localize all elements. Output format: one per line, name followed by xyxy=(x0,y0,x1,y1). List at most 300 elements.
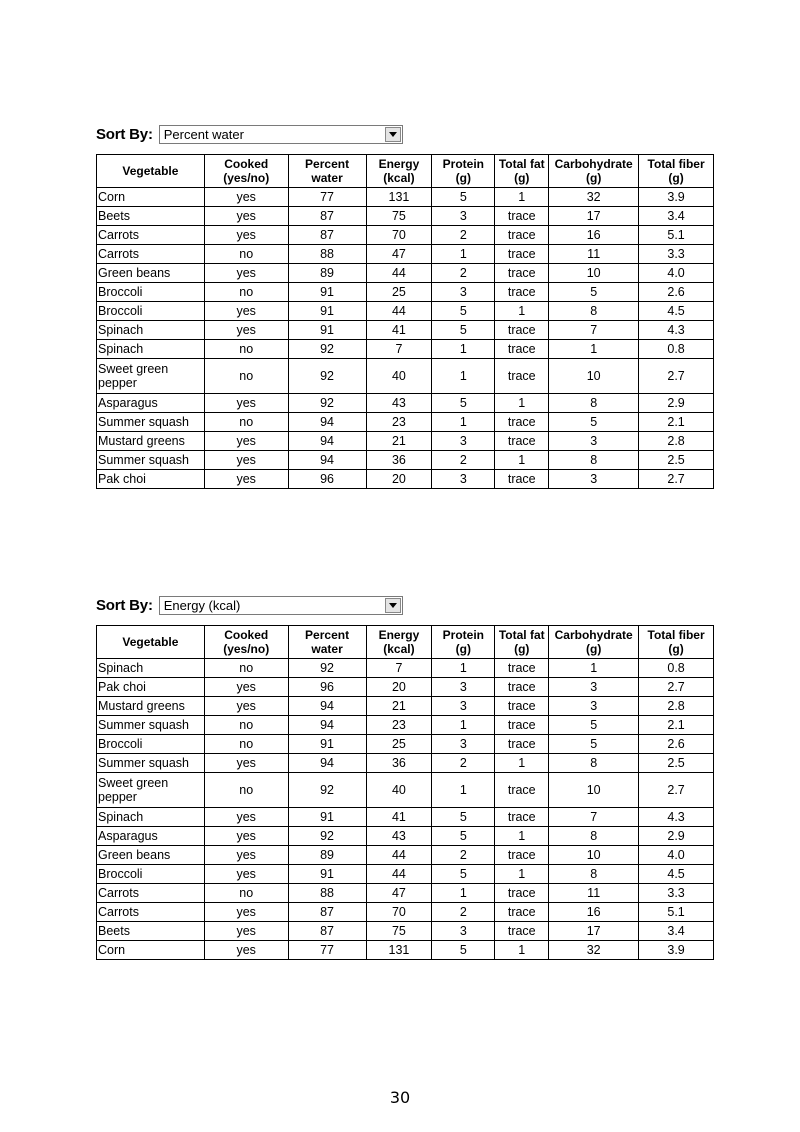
table-row xyxy=(97,827,714,846)
table-cell: Broccoli xyxy=(97,302,205,321)
table-row xyxy=(97,865,714,884)
page-number: 30 xyxy=(389,1088,411,1107)
table-cell: Sweet green pepper xyxy=(97,359,205,394)
table-row xyxy=(97,207,714,226)
table-cell: yes xyxy=(204,922,288,941)
table-cell: 4.5 xyxy=(639,865,714,884)
table-cell: yes xyxy=(204,808,288,827)
table-cell: 25 xyxy=(366,283,432,302)
table-cell: 41 xyxy=(366,808,432,827)
table-cell: trace xyxy=(495,321,549,340)
table-cell: 2.6 xyxy=(639,283,714,302)
table-cell: yes xyxy=(204,451,288,470)
table-cell: 2.8 xyxy=(639,697,714,716)
table-cell: yes xyxy=(204,827,288,846)
table-cell: 92 xyxy=(288,659,366,678)
table-cell: 2 xyxy=(432,264,495,283)
table-cell: trace xyxy=(495,432,549,451)
table-cell: 91 xyxy=(288,735,366,754)
table-cell: trace xyxy=(495,922,549,941)
vegetable-table xyxy=(96,154,714,489)
table-cell: trace xyxy=(495,716,549,735)
table-cell: 7 xyxy=(366,659,432,678)
table-cell: trace xyxy=(495,264,549,283)
table-cell: 3.4 xyxy=(639,207,714,226)
table-cell: 1 xyxy=(495,754,549,773)
table-cell: Broccoli xyxy=(97,283,205,302)
table-row xyxy=(97,451,714,470)
table-cell: Spinach xyxy=(97,321,205,340)
table-cell: yes xyxy=(204,432,288,451)
table-cell: 92 xyxy=(288,394,366,413)
table-cell: Pak choi xyxy=(97,678,205,697)
table-cell: yes xyxy=(204,226,288,245)
col-header-fiber: Total fiber (g) xyxy=(639,626,714,659)
table-cell: 20 xyxy=(366,470,432,489)
table-cell: no xyxy=(204,716,288,735)
sort-bar xyxy=(96,122,714,146)
table-cell: no xyxy=(204,884,288,903)
col-header-fat: Total fat (g) xyxy=(495,626,549,659)
table-cell: Sweet green pepper xyxy=(97,773,205,808)
table-cell: 3.3 xyxy=(639,245,714,264)
table-cell: Asparagus xyxy=(97,827,205,846)
table-cell: 94 xyxy=(288,697,366,716)
table-cell: 1 xyxy=(432,773,495,808)
table-row xyxy=(97,470,714,489)
table-cell: Asparagus xyxy=(97,394,205,413)
col-header-energy: Energy (kcal) xyxy=(366,626,432,659)
table-cell: trace xyxy=(495,846,549,865)
table-cell: Summer squash xyxy=(97,413,205,432)
table-cell: yes xyxy=(204,207,288,226)
table-cell: trace xyxy=(495,903,549,922)
table-cell: 4.5 xyxy=(639,302,714,321)
table-cell: 40 xyxy=(366,773,432,808)
table-cell: 1 xyxy=(432,716,495,735)
table-cell: 5 xyxy=(432,302,495,321)
table-cell: 21 xyxy=(366,432,432,451)
table-cell: 92 xyxy=(288,827,366,846)
table-row xyxy=(97,773,714,808)
table-cell: 44 xyxy=(366,846,432,865)
chevron-down-icon xyxy=(389,132,397,137)
table-row xyxy=(97,283,714,302)
table-cell: 91 xyxy=(288,321,366,340)
vegetable-table xyxy=(96,625,714,960)
table-cell: yes xyxy=(204,846,288,865)
table-cell: trace xyxy=(495,340,549,359)
col-header-energy: Energy (kcal) xyxy=(366,155,432,188)
table-cell: 5.1 xyxy=(639,903,714,922)
table-cell: 89 xyxy=(288,264,366,283)
sort-label: Sort By: xyxy=(96,125,153,143)
table-cell: trace xyxy=(495,226,549,245)
table-cell: 89 xyxy=(288,846,366,865)
table-cell: 7 xyxy=(549,808,639,827)
col-header-cooked: Cooked (yes/no) xyxy=(204,626,288,659)
sort-select-value: Percent water xyxy=(163,126,244,142)
table-cell: yes xyxy=(204,678,288,697)
table-cell: no xyxy=(204,659,288,678)
table-cell: 92 xyxy=(288,773,366,808)
table-cell: 5 xyxy=(549,413,639,432)
table-cell: yes xyxy=(204,865,288,884)
table-cell: Carrots xyxy=(97,226,205,245)
table-cell: trace xyxy=(495,773,549,808)
table-cell: Beets xyxy=(97,922,205,941)
table-cell: 17 xyxy=(549,207,639,226)
table-cell: 77 xyxy=(288,941,366,960)
table-cell: 87 xyxy=(288,207,366,226)
table-cell: 3 xyxy=(549,470,639,489)
table-cell: trace xyxy=(495,470,549,489)
table-cell: 44 xyxy=(366,264,432,283)
table-cell: Spinach xyxy=(97,808,205,827)
table-cell: 131 xyxy=(366,188,432,207)
table-cell: yes xyxy=(204,754,288,773)
table-cell: 8 xyxy=(549,865,639,884)
table-row xyxy=(97,846,714,865)
table-cell: 88 xyxy=(288,245,366,264)
table-cell: 77 xyxy=(288,188,366,207)
table-cell: 2 xyxy=(432,903,495,922)
table-cell: 10 xyxy=(549,359,639,394)
dropdown-button[interactable] xyxy=(385,598,401,613)
table-cell: 4.0 xyxy=(639,264,714,283)
table-cell: 44 xyxy=(366,302,432,321)
table-cell: 0.8 xyxy=(639,340,714,359)
col-header-protein: Protein (g) xyxy=(432,155,495,188)
table-cell: 3 xyxy=(549,432,639,451)
table-cell: Beets xyxy=(97,207,205,226)
table-cell: 47 xyxy=(366,884,432,903)
table-cell: 2.5 xyxy=(639,451,714,470)
table-cell: 0.8 xyxy=(639,659,714,678)
table-cell: 3 xyxy=(432,283,495,302)
table-cell: 10 xyxy=(549,773,639,808)
col-header-protein: Protein (g) xyxy=(432,626,495,659)
table-cell: trace xyxy=(495,359,549,394)
table-cell: 2.7 xyxy=(639,470,714,489)
table-cell: 3.9 xyxy=(639,188,714,207)
table-cell: 5.1 xyxy=(639,226,714,245)
table-cell: Mustard greens xyxy=(97,697,205,716)
table-cell: 2.8 xyxy=(639,432,714,451)
table-cell: 8 xyxy=(549,451,639,470)
table-row xyxy=(97,903,714,922)
table-cell: 3 xyxy=(432,697,495,716)
table-row xyxy=(97,659,714,678)
table-cell: yes xyxy=(204,321,288,340)
table-cell: 91 xyxy=(288,865,366,884)
table-cell: 8 xyxy=(549,754,639,773)
table-cell: 16 xyxy=(549,903,639,922)
table-cell: yes xyxy=(204,697,288,716)
table-row xyxy=(97,359,714,394)
table-cell: 23 xyxy=(366,413,432,432)
table-cell: yes xyxy=(204,394,288,413)
table-cell: 3 xyxy=(549,678,639,697)
table-cell: 2.5 xyxy=(639,754,714,773)
sort-select[interactable] xyxy=(159,125,403,144)
table-cell: 92 xyxy=(288,340,366,359)
table-cell: 94 xyxy=(288,754,366,773)
table-cell: 4.3 xyxy=(639,808,714,827)
table-cell: 1 xyxy=(549,659,639,678)
table-cell: 3 xyxy=(432,432,495,451)
table-cell: Summer squash xyxy=(97,716,205,735)
table-cell: 3 xyxy=(432,207,495,226)
table-row xyxy=(97,302,714,321)
table-cell: Green beans xyxy=(97,264,205,283)
table-cell: trace xyxy=(495,697,549,716)
table-cell: yes xyxy=(204,188,288,207)
table-cell: trace xyxy=(495,245,549,264)
table-cell: 2 xyxy=(432,451,495,470)
table-cell: 88 xyxy=(288,884,366,903)
table-row xyxy=(97,394,714,413)
table-cell: no xyxy=(204,773,288,808)
table-row xyxy=(97,697,714,716)
table-cell: trace xyxy=(495,283,549,302)
table-cell: 94 xyxy=(288,451,366,470)
sort-block-1 xyxy=(96,122,714,489)
col-header-fat: Total fat (g) xyxy=(495,155,549,188)
table-cell: 5 xyxy=(432,188,495,207)
sort-label: Sort By: xyxy=(96,596,153,614)
table-cell: Spinach xyxy=(97,659,205,678)
table-cell: 1 xyxy=(495,827,549,846)
table-cell: trace xyxy=(495,735,549,754)
table-row xyxy=(97,245,714,264)
table-cell: 94 xyxy=(288,432,366,451)
table-cell: no xyxy=(204,413,288,432)
table-cell: 131 xyxy=(366,941,432,960)
table-cell: 47 xyxy=(366,245,432,264)
table-row xyxy=(97,188,714,207)
table-cell: 4.0 xyxy=(639,846,714,865)
table-cell: yes xyxy=(204,302,288,321)
table-cell: 36 xyxy=(366,754,432,773)
table-cell: 3.3 xyxy=(639,884,714,903)
table-header xyxy=(97,626,714,659)
table-row xyxy=(97,884,714,903)
table-cell: 1 xyxy=(495,865,549,884)
table-cell: Corn xyxy=(97,188,205,207)
table-cell: trace xyxy=(495,884,549,903)
table-cell: trace xyxy=(495,678,549,697)
table-cell: 7 xyxy=(366,340,432,359)
table-cell: 1 xyxy=(432,413,495,432)
table-row xyxy=(97,808,714,827)
table-cell: 5 xyxy=(432,865,495,884)
table-cell: Spinach xyxy=(97,340,205,359)
table-cell: 5 xyxy=(432,808,495,827)
table-cell: trace xyxy=(495,659,549,678)
table-cell: 5 xyxy=(432,827,495,846)
table-cell: 8 xyxy=(549,827,639,846)
table-cell: Corn xyxy=(97,941,205,960)
table-cell: 1 xyxy=(495,302,549,321)
table-cell: 5 xyxy=(432,941,495,960)
table-cell: 2 xyxy=(432,754,495,773)
table-cell: 11 xyxy=(549,884,639,903)
table-cell: Summer squash xyxy=(97,754,205,773)
table-row xyxy=(97,735,714,754)
table-cell: 1 xyxy=(432,245,495,264)
table-cell: Pak choi xyxy=(97,470,205,489)
table-row xyxy=(97,678,714,697)
table-cell: 3 xyxy=(432,735,495,754)
table-cell: 7 xyxy=(549,321,639,340)
table-cell: 3 xyxy=(432,678,495,697)
table-cell: Broccoli xyxy=(97,865,205,884)
chevron-down-icon xyxy=(389,603,397,608)
table-cell: 5 xyxy=(432,394,495,413)
table-cell: 2 xyxy=(432,226,495,245)
table-cell: 3 xyxy=(432,922,495,941)
table-cell: yes xyxy=(204,903,288,922)
table-cell: 94 xyxy=(288,716,366,735)
table-cell: yes xyxy=(204,470,288,489)
table-cell: 41 xyxy=(366,321,432,340)
table-cell: trace xyxy=(495,413,549,432)
col-header-water: Percent water xyxy=(288,626,366,659)
col-header-fiber: Total fiber (g) xyxy=(639,155,714,188)
table-row xyxy=(97,413,714,432)
table-cell: 75 xyxy=(366,207,432,226)
table-cell: yes xyxy=(204,264,288,283)
table-cell: 16 xyxy=(549,226,639,245)
table-cell: 1 xyxy=(549,340,639,359)
table-cell: 91 xyxy=(288,808,366,827)
table-row xyxy=(97,226,714,245)
sort-select-value: Energy (kcal) xyxy=(163,597,241,613)
table-cell: 44 xyxy=(366,865,432,884)
table-cell: 91 xyxy=(288,283,366,302)
col-header-cooked: Cooked (yes/no) xyxy=(204,155,288,188)
dropdown-button[interactable] xyxy=(385,127,401,142)
col-header-carbohydrate: Carbohydrate (g) xyxy=(549,626,639,659)
table-cell: no xyxy=(204,283,288,302)
table-cell: 1 xyxy=(495,941,549,960)
table-cell: 43 xyxy=(366,827,432,846)
table-cell: 1 xyxy=(432,359,495,394)
table-cell: 2.9 xyxy=(639,394,714,413)
table-cell: 32 xyxy=(549,941,639,960)
table-row xyxy=(97,321,714,340)
table-cell: Summer squash xyxy=(97,451,205,470)
table-cell: 2.6 xyxy=(639,735,714,754)
table-cell: 5 xyxy=(432,321,495,340)
table-cell: 96 xyxy=(288,470,366,489)
table-cell: Carrots xyxy=(97,245,205,264)
table-cell: 32 xyxy=(549,188,639,207)
table-cell: 17 xyxy=(549,922,639,941)
col-header-water: Percent water xyxy=(288,155,366,188)
table-cell: trace xyxy=(495,808,549,827)
table-cell: 3.9 xyxy=(639,941,714,960)
table-cell: 2.7 xyxy=(639,773,714,808)
table-cell: trace xyxy=(495,207,549,226)
table-cell: 3 xyxy=(432,470,495,489)
table-cell: 2.1 xyxy=(639,716,714,735)
table-cell: 1 xyxy=(432,659,495,678)
table-row xyxy=(97,941,714,960)
table-row xyxy=(97,340,714,359)
table-cell: 2.1 xyxy=(639,413,714,432)
table-cell: 11 xyxy=(549,245,639,264)
table-cell: Mustard greens xyxy=(97,432,205,451)
table-cell: 2.7 xyxy=(639,359,714,394)
table-cell: Broccoli xyxy=(97,735,205,754)
sort-bar xyxy=(96,593,714,617)
table-cell: 92 xyxy=(288,359,366,394)
table-cell: 25 xyxy=(366,735,432,754)
table-cell: 1 xyxy=(432,884,495,903)
table-cell: 94 xyxy=(288,413,366,432)
table-row xyxy=(97,754,714,773)
sort-block-2 xyxy=(96,593,714,960)
table-cell: 8 xyxy=(549,394,639,413)
table-cell: 75 xyxy=(366,922,432,941)
table-cell: 10 xyxy=(549,846,639,865)
table-cell: 91 xyxy=(288,302,366,321)
table-cell: 1 xyxy=(495,451,549,470)
table-cell: 2.9 xyxy=(639,827,714,846)
table-cell: 87 xyxy=(288,922,366,941)
col-header-carbohydrate: Carbohydrate (g) xyxy=(549,155,639,188)
table-cell: 23 xyxy=(366,716,432,735)
table-cell: 21 xyxy=(366,697,432,716)
table-cell: 87 xyxy=(288,226,366,245)
table-cell: no xyxy=(204,735,288,754)
table-body xyxy=(97,659,714,960)
table-cell: 8 xyxy=(549,302,639,321)
table-cell: 2.7 xyxy=(639,678,714,697)
table-row xyxy=(97,716,714,735)
table-cell: 4.3 xyxy=(639,321,714,340)
table-cell: 5 xyxy=(549,735,639,754)
table-cell: 3 xyxy=(549,697,639,716)
table-cell: no xyxy=(204,245,288,264)
table-cell: 2 xyxy=(432,846,495,865)
table-row xyxy=(97,922,714,941)
table-row xyxy=(97,264,714,283)
table-cell: 5 xyxy=(549,283,639,302)
table-cell: 43 xyxy=(366,394,432,413)
table-header xyxy=(97,155,714,188)
table-body xyxy=(97,188,714,489)
table-cell: 20 xyxy=(366,678,432,697)
table-cell: 3.4 xyxy=(639,922,714,941)
table-cell: 96 xyxy=(288,678,366,697)
table-cell: Green beans xyxy=(97,846,205,865)
table-cell: 1 xyxy=(495,188,549,207)
table-cell: 5 xyxy=(549,716,639,735)
table-cell: 87 xyxy=(288,903,366,922)
table-cell: Carrots xyxy=(97,903,205,922)
table-cell: 1 xyxy=(432,340,495,359)
table-cell: 70 xyxy=(366,226,432,245)
table-cell: 1 xyxy=(495,394,549,413)
sort-select[interactable] xyxy=(159,596,403,615)
table-cell: 36 xyxy=(366,451,432,470)
table-cell: 10 xyxy=(549,264,639,283)
table-cell: no xyxy=(204,359,288,394)
col-header-vegetable: Vegetable xyxy=(97,626,205,659)
